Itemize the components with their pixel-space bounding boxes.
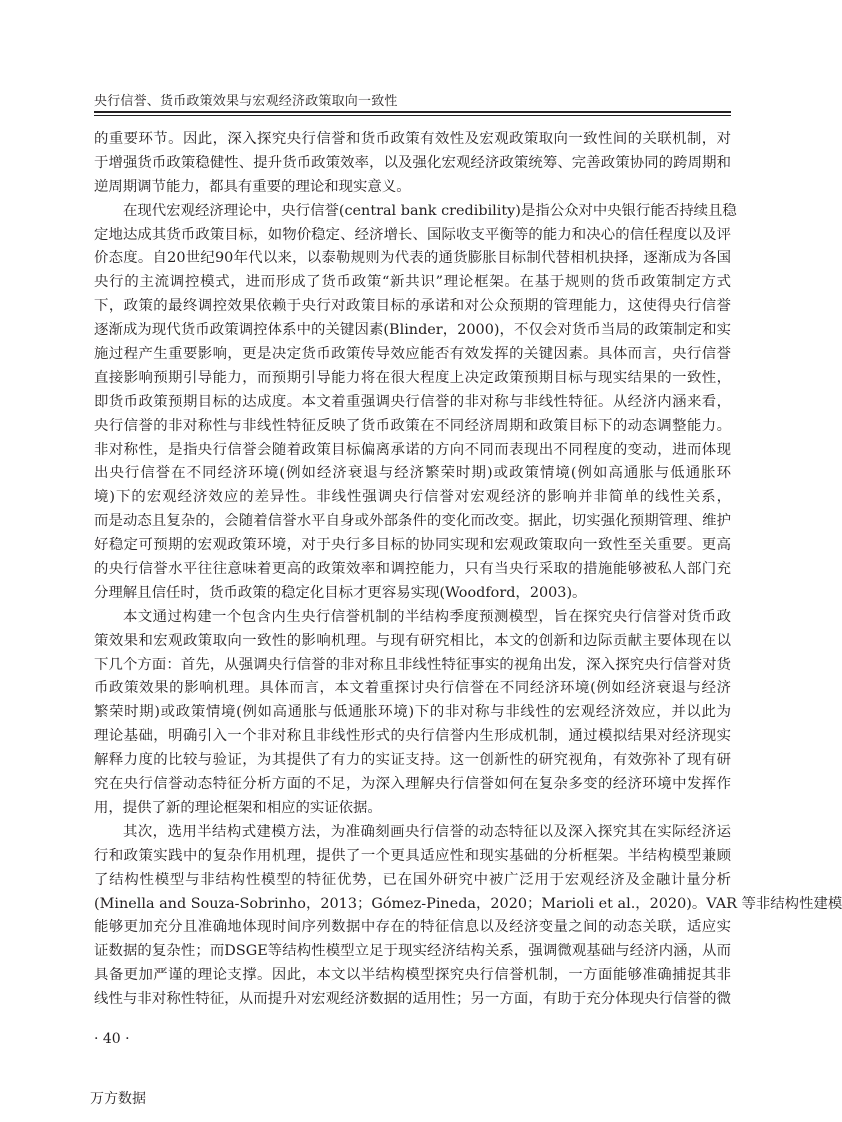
text-line: 央行信誉的非对称性与非线性特征反映了货币政策在不同经济周期和政策目标下的动态调整能力。 [94,417,731,434]
text-line: 证数据的复杂性；而DSGE等结构性模型立足于现实经济结构关系，强调微观基础与经济内涵，从而 [94,943,731,960]
page-number: · 40 · [94,1031,130,1047]
text-line: 理论基础，明确引入一个非对称且非线性形式的央行信誉内生形成机制，通过模拟结果对经济现实 [94,728,731,745]
text-line: 解释力度的比较与验证，为其提供了有力的实证支持。这一创新性的研究视角，有效弥补了现有研 [94,752,731,769]
text-line: 能够更加充分且准确地体现时间序列数据中存在的特征信息以及经济变量之间的动态关联，适应实 [94,919,731,936]
body-text [94,128,842,1012]
text-line: 而是动态且复杂的，会随着信誉水平自身或外部条件的变化而改变。据此，切实强化预期管理、维护 [94,513,731,530]
text-line: 好稳定可预期的宏观政策环境，对于央行多目标的协同实现和宏观政策取向一致性至关重要。更高 [94,537,731,554]
text-line: 下几个方面：首先，从强调央行信誉的非对称且非线性特征事实的视角出发，深入探究央行信誉对货 [94,656,731,673]
wanfang-watermark: 万方数据 [90,1091,146,1107]
text-line: 行和政策实践中的复杂作用机理，提供了一个更具适应性和现实基础的分析框架。半结构模型兼顾 [94,847,731,864]
text-line: 于增强货币政策稳健性、提升货币政策效率，以及强化宏观经济政策统筹、完善政策协同的跨周期和 [94,154,731,171]
text-line: 具备更加严谨的理论支撑。因此，本文以半结构模型探究央行信誉机制，一方面能够准确捕捉其非 [94,967,731,984]
text-line: 非对称性，是指央行信誉会随着政策目标偏离承诺的方向不同而表现出不同程度的变动，进而体现 [94,441,731,458]
text-line: 了结构性模型与非结构性模型的特征优势，已在国外研究中被广泛用于宏观经济及金融计量分析 [94,871,731,888]
text-line: 其次，选用半结构式建模方法，为准确刻画央行信誉的动态特征以及深入探究其在实际经济运 [123,823,731,840]
paragraph-p1 [94,128,731,200]
text-line: 的央行信誉水平往往意味着更高的政策效率和调控能力，只有当央行采取的措施能够被私人部门充 [94,561,731,578]
text-line: 下，政策的最终调控效果依赖于央行对政策目标的承诺和对公众预期的管理能力，这使得央行信誉 [94,298,731,315]
text-line: 分理解且信任时，货币政策的稳定化目标才更容易实现(Woodford，2003)。 [94,584,587,601]
text-line: 出央行信誉在不同经济环境(例如经济衰退与经济繁荣时期)或政策情境(例如高通胀与低通胀环 [94,465,731,482]
text-line: 繁荣时期)或政策情境(例如高通胀与低通胀环境)下的非对称与非线性的宏观经济效应，并以此为 [94,704,731,721]
text-line: (Minella and Souza-Sobrinho，2013；Gómez-Pineda，2020；Marioli et al.，2020)。VAR 等非结构性建模 [94,895,842,912]
text-line: 线性与非对称性特征，从而提升对宏观经济数据的适用性；另一方面，有助于充分体现央行信誉的微 [94,991,731,1008]
header-rule-thick [94,111,731,113]
text-line: 即货币政策预期目标的达成度。本文着重强调央行信誉的非对称与非线性特征。从经济内涵来看， [94,393,731,410]
text-line: 的重要环节。因此，深入探究央行信誉和货币政策有效性及宏观政策取向一致性间的关联机制，对 [94,131,731,147]
paragraph-p4 [94,821,842,1012]
paragraph-p3 [94,606,731,821]
text-line: 用，提供了新的理论框架和相应的实证依据。 [94,799,382,816]
header-rule-thin [94,115,731,116]
text-line: 定地达成其货币政策目标，如物价稳定、经济增长、国际收支平衡等的能力和决心的信任程度以及评 [94,226,731,243]
text-line: 境)下的宏观经济效应的差异性。非线性强调央行信誉对宏观经济的影响并非简单的线性关系， [94,489,731,506]
text-line: 央行的主流调控模式，进而形成了货币政策“新共识”理论框架。在基于规则的货币政策制定方式 [94,274,731,291]
text-line: 逆周期调节能力，都具有重要的理论和现实意义。 [94,178,411,195]
paragraph-p2 [94,200,737,606]
running-head-title: 央行信誉、货币政策效果与宏观经济政策取向一致性 [94,94,398,109]
text-line: 直接影响预期引导能力，而预期引导能力将在很大程度上决定政策预期目标与现实结果的一致性， [94,369,731,386]
text-line: 币政策效果的影响机理。具体而言，本文着重探讨央行信誉在不同经济环境(例如经济衰退与经济 [94,680,731,697]
text-line: 价态度。自20世纪90年代以来，以泰勒规则为代表的通货膨胀目标制代替相机抉择，逐渐成为各国 [94,250,731,267]
text-line: 逐渐成为现代货币政策调控体系中的关键因素(Blinder，2000)，不仅会对货币当局的政策制定和实 [94,322,731,339]
text-line: 本文通过构建一个包含内生央行信誉机制的半结构季度预测模型，旨在探究央行信誉对货币政 [123,608,731,625]
text-line: 施过程产生重要影响，更是决定货币政策传导效应能否有效发挥的关键因素。具体而言，央行信誉 [94,346,731,363]
text-line: 在现代宏观经济理论中，央行信誉(central bank credibility)是指公众对中央银行能否持续且稳 [123,202,737,219]
text-line: 策效果和宏观政策取向一致性的影响机理。与现有研究相比，本文的创新和边际贡献主要体现在以 [94,632,731,649]
text-line: 究在央行信誉动态特征分析方面的不足，为深入理解央行信誉如何在复杂多变的经济环境中发挥作 [94,776,731,793]
